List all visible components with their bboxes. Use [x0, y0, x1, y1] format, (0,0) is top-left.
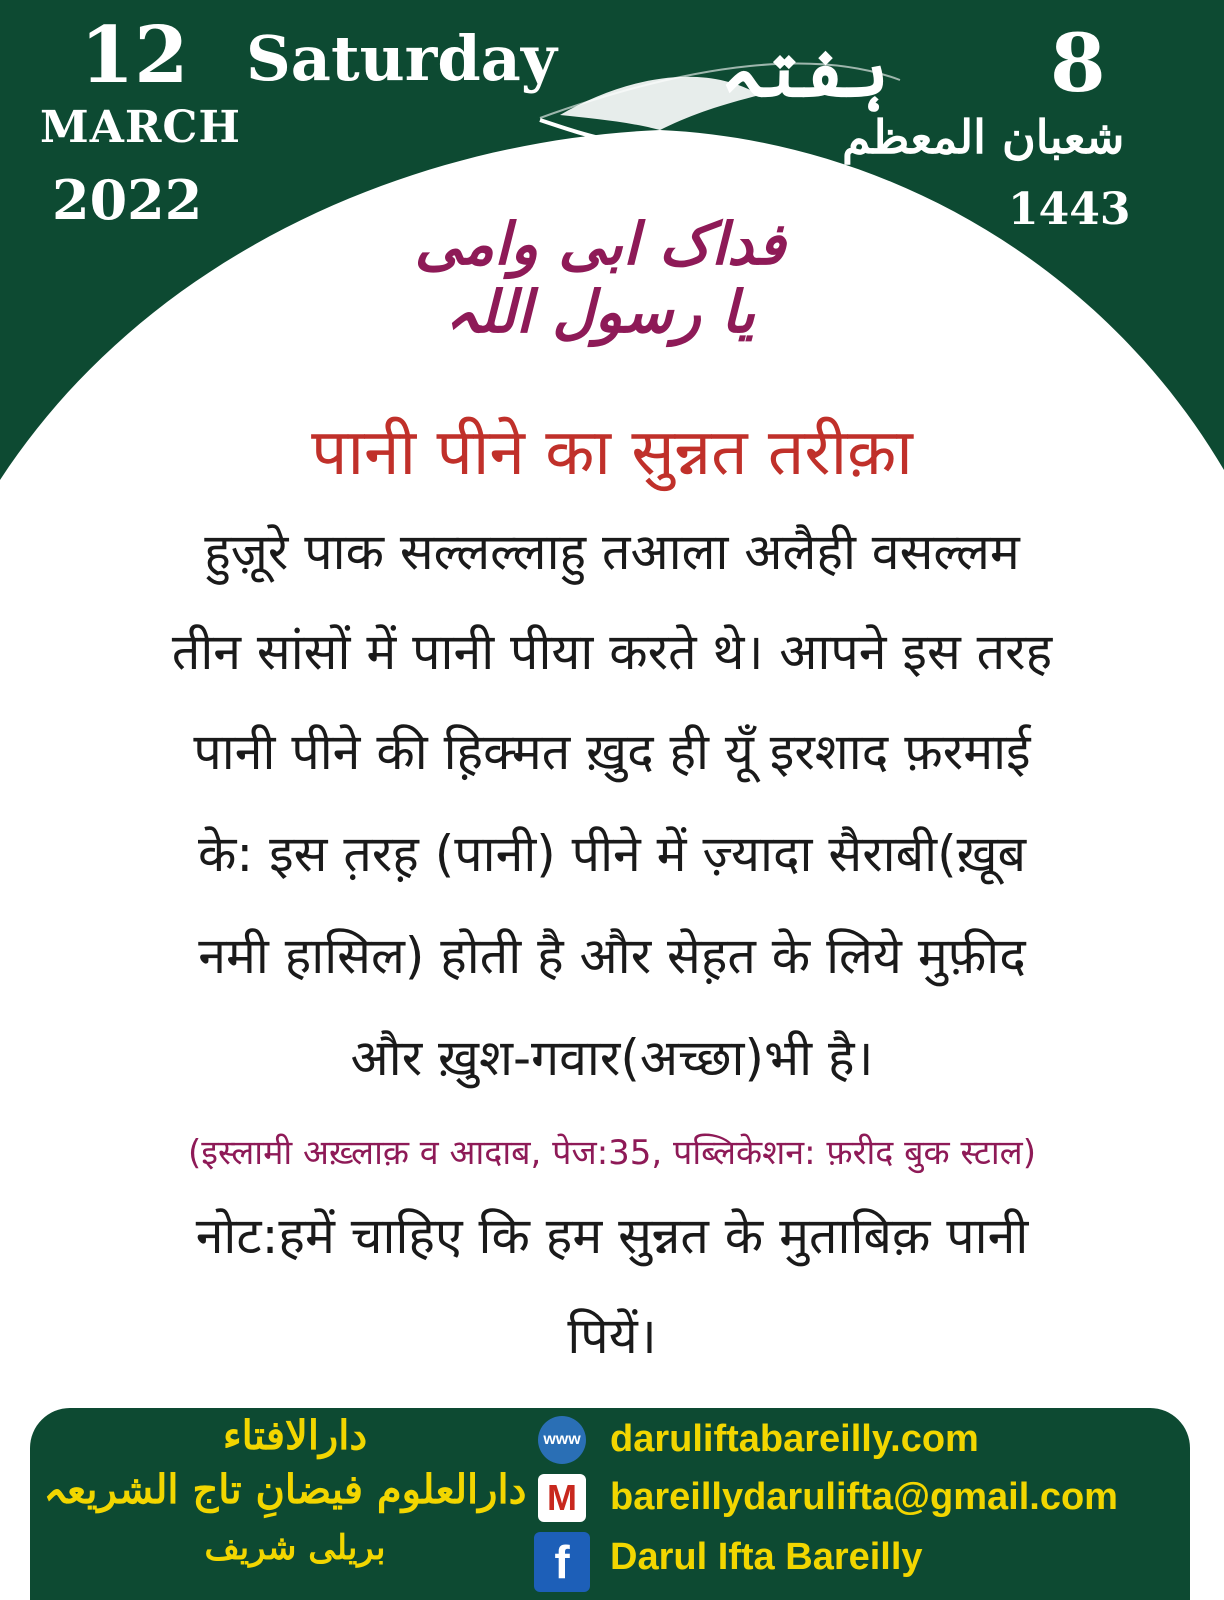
page-title: पानी पीने का सुन्नत तरीक़ा	[311, 416, 913, 490]
footer-banner	[30, 1408, 1190, 1600]
mail-icon: M	[538, 1474, 586, 1522]
hijri-month: شعبان المعظم	[842, 110, 1125, 164]
email-link[interactable]: bareillydarulifta@gmail.com	[610, 1476, 1118, 1518]
gregorian-weekday: Saturday	[246, 22, 557, 95]
body-line: और ख़ुश-गवार(अच्छा)भी है।	[350, 1029, 874, 1087]
facebook-icon: f	[534, 1532, 590, 1592]
facebook-link[interactable]: Darul Ifta Bareilly	[610, 1536, 923, 1578]
body-line: नमी हासिल) होती है और सेह़त के लिये मुफ़ीद	[198, 927, 1026, 985]
note-line: नोट:हमें चाहिए कि हम सुन्नत के मुताबिक़ पानी	[195, 1207, 1029, 1265]
globe-icon: www	[538, 1416, 586, 1464]
gregorian-day: 12	[80, 10, 189, 101]
hijri-weekday: ہفتہ	[720, 28, 889, 113]
footer-org-line3: بریلی شریف	[204, 1528, 386, 1568]
note-line: पियें।	[567, 1307, 657, 1365]
body-line: के: इस त़रह़ (पानी) पीने में ज़्यादा सैराबी(ख़ूब	[197, 825, 1027, 883]
hijri-day: 8	[1050, 16, 1106, 110]
gregorian-year: 2022	[52, 168, 203, 232]
hijri-year: 1443	[1008, 184, 1131, 235]
website-link[interactable]: daruliftabareilly.com	[610, 1418, 979, 1460]
footer-org-line1: دارالافتاء	[222, 1412, 368, 1459]
reference-citation: (इस्लामी अख़्लाक़ व आदाब, पेज:35, पब्लिकेशन: फ़रीद बुक स्टाल)	[188, 1133, 1036, 1173]
body-line: हुज़ूरे पाक सल्लल्लाहु तआला अलैही वसल्लम	[204, 523, 1020, 581]
calligraphy-logo: فداک ابی وامی یا رسول اللہ	[414, 210, 786, 346]
body-line: पानी पीने की ह़िक्मत ख़ुद ही यूँ इरशाद फ़रमाई	[193, 723, 1031, 781]
footer-org-line2: دارالعلوم فیضانِ تاج الشریعہ	[43, 1466, 527, 1513]
gregorian-month: MARCH	[40, 102, 242, 153]
body-line: तीन सांसों में पानी पीया करते थे। आपने इस तरह	[171, 623, 1053, 681]
